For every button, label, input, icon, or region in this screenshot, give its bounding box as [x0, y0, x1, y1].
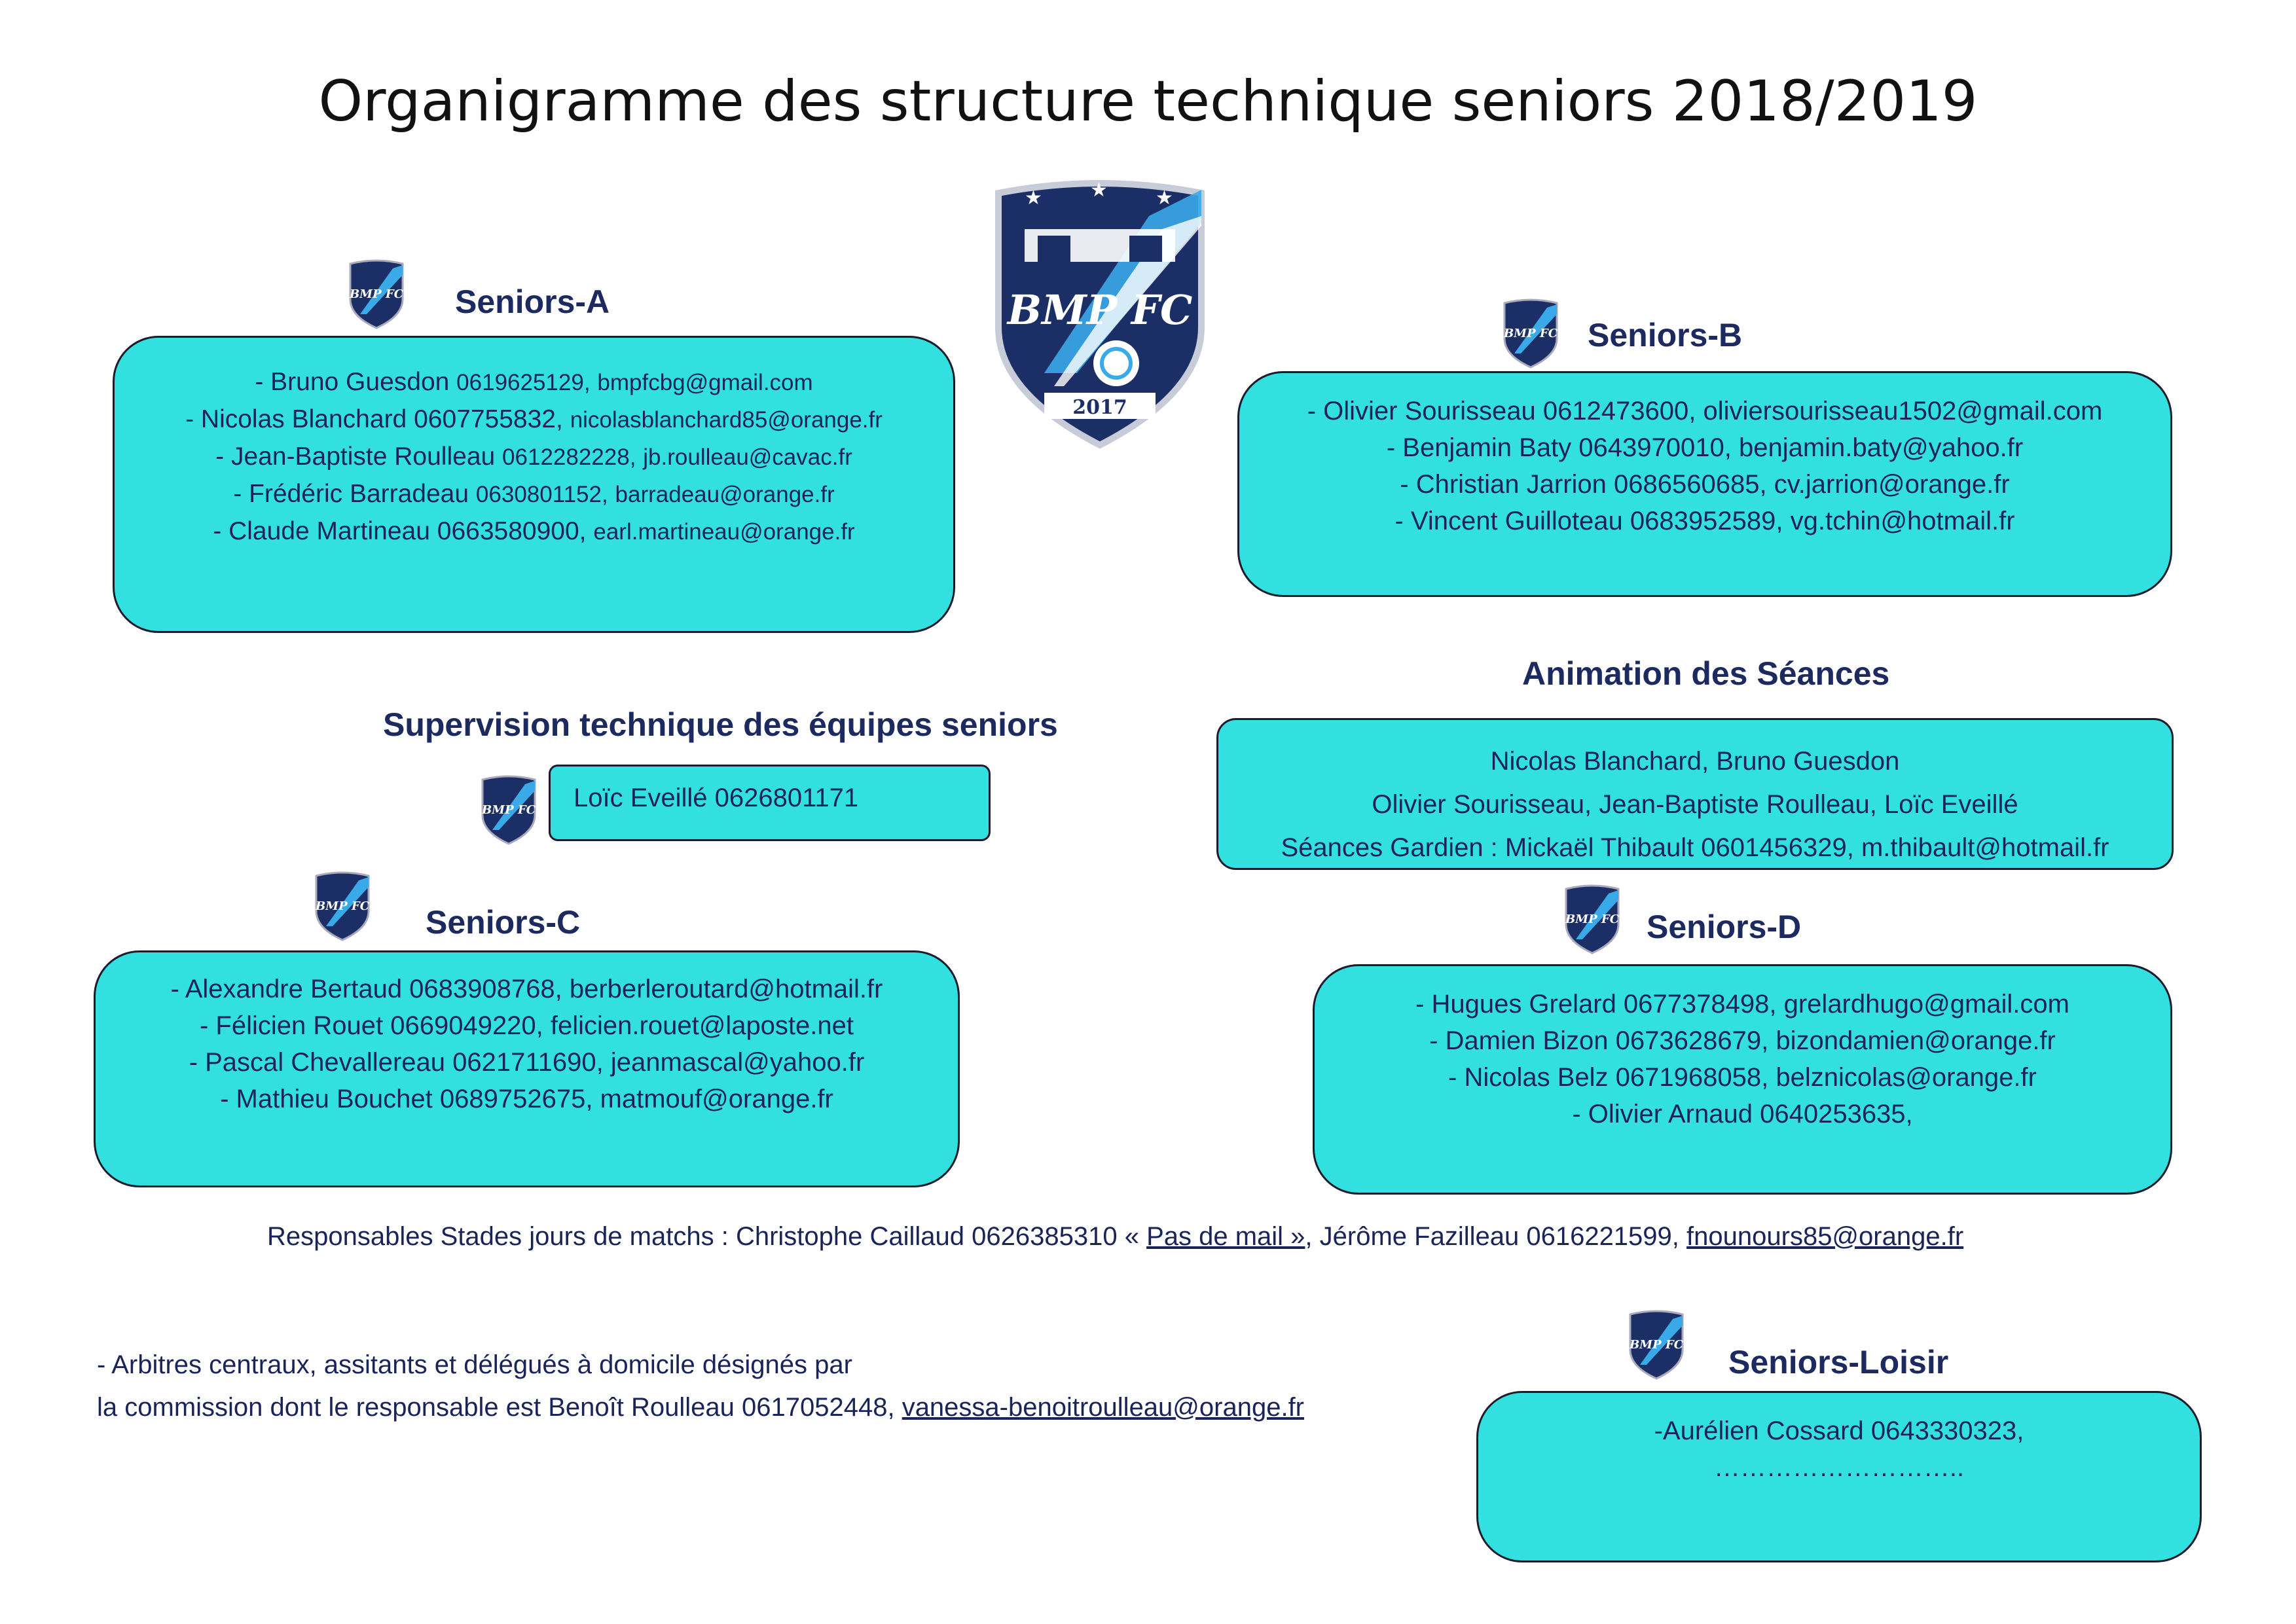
seniors-a-line: - Frédéric Barradeau 0630801152, barradeau@orange.fr	[233, 480, 835, 508]
animation-label: Animation des Séances	[1522, 655, 1890, 692]
seniors-d-line: - Nicolas Belz 0671968058, belznicolas@orange.fr	[1448, 1063, 2037, 1092]
seniors-d-badge-icon	[1563, 884, 1622, 956]
seniors-c-label: Seniors-C	[426, 904, 581, 941]
seniors-a-line: - Claude Martineau 0663580900, earl.martineau@orange.fr	[213, 517, 855, 545]
arbitres-line-1: - Arbitres centraux, assitants et délégués à domicile désignés par	[97, 1350, 852, 1379]
seniors-b-line: - Christian Jarrion 0686560685, cv.jarrion@orange.fr	[1400, 470, 2010, 499]
animation-line: Nicolas Blanchard, Bruno Guesdon	[1490, 747, 1900, 776]
svg-text:2017: 2017	[1072, 396, 1127, 419]
seniors-loisir-badge-icon	[1627, 1309, 1686, 1381]
supervision-person: Loïc Eveillé 0626801171	[574, 784, 859, 812]
supervision-box	[549, 765, 991, 841]
seniors-b-label: Seniors-B	[1588, 317, 1743, 353]
seniors-b-line: - Benjamin Baty 0643970010, benjamin.baty@yahoo.fr	[1386, 433, 2024, 462]
svg-text:★: ★	[1025, 187, 1042, 209]
seniors-d-label: Seniors-D	[1647, 909, 1802, 945]
svg-text:BMP FC: BMP FC	[1503, 327, 1558, 340]
seniors-loisir-line: -Aurélien Cossard 0643330323,	[1654, 1416, 2024, 1445]
responsables-email-link[interactable]: fnounours85@orange.fr	[1686, 1222, 1964, 1251]
seniors-loisir-box	[1476, 1391, 2202, 1562]
seniors-a-line: - Jean-Baptiste Roulleau 0612282228, jb.roulleau@cavac.fr	[215, 442, 852, 471]
club-logo	[985, 177, 1214, 452]
seniors-a-badge-icon	[347, 259, 406, 331]
seniors-d-line: - Olivier Arnaud 0640253635,	[1572, 1100, 1913, 1128]
seniors-b-box	[1237, 371, 2172, 597]
seniors-loisir-line: ………………………..	[1713, 1453, 1965, 1482]
svg-text:★: ★	[1156, 187, 1173, 209]
seniors-d-line: - Hugues Grelard 0677378498, grelardhugo@gmail.com	[1415, 990, 2069, 1019]
responsables-line: Responsables Stades jours de matchs : Christophe Caillaud 0626385310 « Pas de mail », Jérôme Fazilleau 0616221599, fnounours85@orange.fr	[267, 1222, 1964, 1251]
supervision-label: Supervision technique des équipes seniors	[383, 706, 1058, 743]
supervision-badge-icon	[479, 774, 538, 846]
svg-text:BMP FC: BMP FC	[349, 287, 404, 301]
seniors-a-box	[113, 336, 955, 633]
logo-text: BMP FC	[1007, 286, 1193, 334]
animation-box	[1216, 718, 2174, 870]
seniors-c-line: - Pascal Chevallereau 0621711690, jeanmascal@yahoo.fr	[189, 1048, 865, 1077]
seniors-c-line: - Alexandre Bertaud 0683908768, berberleroutard@hotmail.fr	[170, 975, 883, 1003]
seniors-d-box	[1313, 964, 2172, 1195]
seniors-c-badge-icon	[313, 871, 372, 943]
animation-line: Olivier Sourisseau, Jean-Baptiste Roulleau, Loïc Eveillé	[1372, 790, 2018, 819]
svg-text:BMP FC: BMP FC	[315, 899, 370, 913]
svg-text:BMP FC: BMP FC	[1629, 1338, 1684, 1352]
svg-text:BMP FC: BMP FC	[481, 803, 536, 817]
seniors-d-line: - Damien Bizon 0673628679, bizondamien@orange.fr	[1429, 1026, 2056, 1055]
seniors-c-box	[94, 950, 960, 1187]
seniors-a-line: - Bruno Guesdon 0619625129, bmpfcbg@gmail.com	[255, 368, 813, 396]
seniors-b-line: - Olivier Sourisseau 0612473600, oliviersourisseau1502@gmail.com	[1307, 397, 2103, 425]
seniors-a-label: Seniors-A	[455, 283, 610, 320]
seniors-c-line: - Félicien Rouet 0669049220, felicien.rouet@laposte.net	[199, 1011, 854, 1040]
svg-text:★: ★	[1090, 179, 1108, 202]
seniors-b-line: - Vincent Guilloteau 0683952589, vg.tchin@hotmail.fr	[1394, 507, 2015, 535]
pas-de-mail-link[interactable]: Pas de mail »	[1146, 1222, 1305, 1251]
seniors-c-line: - Mathieu Bouchet 0689752675, matmouf@orange.fr	[220, 1085, 833, 1113]
page-title: Organigramme des structure technique seniors 2018/2019	[318, 69, 1978, 134]
seniors-a-line: - Nicolas Blanchard 0607755832, nicolasblanchard85@orange.fr	[185, 405, 883, 433]
arbitres-email-link[interactable]: vanessa-benoitroulleau@orange.fr	[902, 1393, 1305, 1422]
animation-line: Séances Gardien : Mickaël Thibault 0601456329, m.thibault@hotmail.fr	[1281, 833, 2109, 862]
svg-text:BMP FC: BMP FC	[1565, 912, 1620, 926]
seniors-loisir-label: Seniors-Loisir	[1728, 1344, 1949, 1380]
arbitres-line-2: la commission dont le responsable est Benoît Roulleau 0617052448, vanessa-benoitroulleau@orange.fr	[97, 1393, 1305, 1422]
seniors-b-badge-icon	[1501, 298, 1560, 370]
